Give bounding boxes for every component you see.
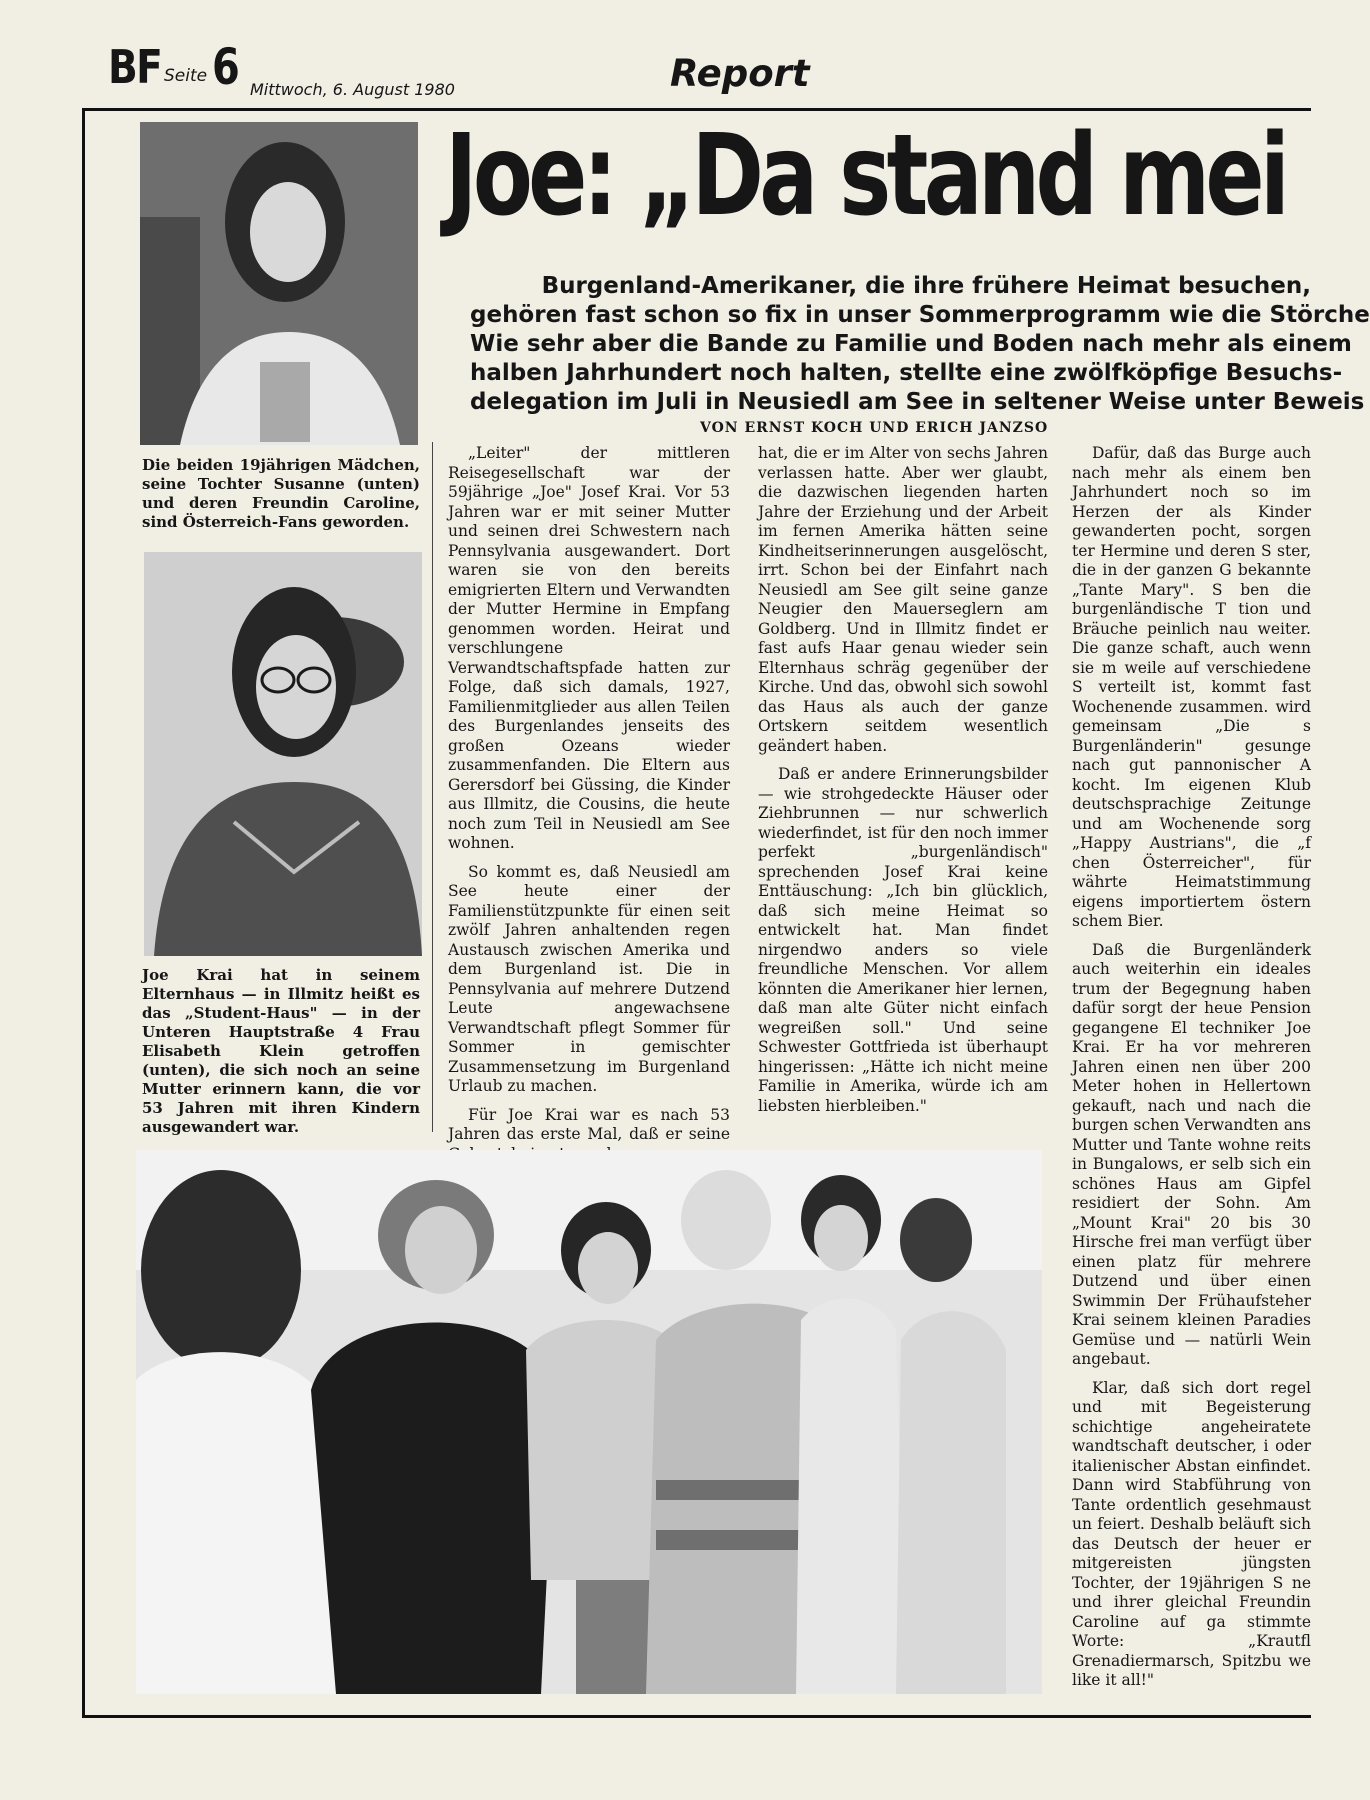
paragraph: Dafür, daß das Burge auch nach mehr als einem ben Jahrhundert noch so im Herzen der als Kinder gewanderten pocht, sorgen ter Hermine und deren S ster, die in der ganzen G bekannte „Tante Mary". S ben die burgenländische T tion und Bräuche peinlich nau weiter. Die ganze schaft, auch wenn sie m weile auf verschiedene S verteilt ist, kommt fast Wochenende zusammen. wird gemeinsam „Die s Burgenländerin" gesunge nach gut pannonischer A kocht. Im eigenen Klub deutschsprachige Zeitunge und am Wochenende sorg „Happy Austrians", die „f chen Österreicher", für währte Heimatstimmung eigens importiertem östern schem Bier. bbox=[1072, 444, 1311, 930]
page-label: Seite bbox=[164, 66, 208, 86]
paragraph: Daß er andere Erinnerungsbilder — wie strohgedeckte Häuser oder Ziehbrunnen — nur schwerlich wiederfindet, ist für den noch immer perfekt „burgenländisch" sprechenden Josef Krai keine Enttäuschung: „Ich bin glücklich, daß sich meine Heimat so entwickelt hat. Man findet nirgendwo anders so viele freundliche Menschen. Vor allem könnten die Amerikaner hier lernen, daß man alte Güter nicht einfach wegreißen soll." Und seine Schwester Gottfrieda ist überhaupt hingerissen: „Hätte ich nicht meine Familie in Amerika, würde ich am liebsten hierbleiben." bbox=[758, 765, 1048, 1115]
lead-line: gehören fast schon so fix in unser Sommerprogramm wie die Störche bbox=[470, 302, 1370, 328]
article-column-2 bbox=[758, 444, 1048, 1134]
paragraph: „Leiter" der mittleren Reisegesellschaft war der 59jährige „Joe" Josef Krai. Vor 53 Jahren war er mit seiner Mutter und seinen drei Schwestern nach Pennsylvania ausgewandert. Dort waren sie von den bereits emigrierten Eltern und Verwandten der Mutter Hermine in Empfang genommen worden. Heirat und verschlungene Verwandtschaftspfade hatten zur Folge, daß sich damals, 1927, Familienmitglieder aus allen Teilen des Burgenlandes jenseits des großen Ozeans wieder zusammenfanden. Die Eltern aus Gerersdorf bei Güssing, die Kinder aus Illmitz, die Cousins, die heute noch zum Teil in Neusiedl am See wohnen. bbox=[448, 444, 730, 852]
paragraph: Für Joe Krai war es nach 53 Jahren das erste Mal, daß er seine bbox=[448, 1105, 730, 1143]
paragraph: hat, die er im Alter von sechs Jahren verlassen hatte. Aber wer glaubt, die dazwischen liegenden harten Jahre der Erziehung und der Arbeit im fernen Amerika hätten seine Kindheitserinnerungen ausgelöscht, irrt. Schon bei der Einfahrt nach Neusiedl am See gilt seine ganze Neugier den Mauerseglern am Goldberg. Und in Illmitz findet er fast aufs Haar genau wieder sein Elternhaus schräg gegenüber der Kirche. Und das, obwohl sich sowohl das Haus als auch der ganze Ortskern seitdem wesentlich geändert haben. bbox=[758, 444, 1048, 755]
lead-line: delegation im Juli in Neusiedl am See in seltener Weise unter Beweis bbox=[470, 389, 1365, 415]
byline: VON ERNST KOCH UND ERICH JANZSO bbox=[700, 420, 1049, 436]
photo-family-group bbox=[136, 1150, 1042, 1694]
paragraph: Klar, daß sich dort regel und mit Begeisterung schichtige angeheiratete wandtschaft deutscher, i oder italienischer Abstan einfindet. Dann wird Stabführung von Tante ordentlich gesehmaust un feiert. Deshalb beläuft sich das Deutsch der heuer er mitgereisten jüngsten Tochter, der 19jährigen S ne und ihrer gleichal Freundin Caroline auf ga stimmte Worte: „Krautfl Grenadiermarsch, Spitzbu we like it all!" bbox=[1072, 1378, 1311, 1689]
lead-paragraph bbox=[470, 272, 1370, 417]
paragraph: Daß die Burgenländerk auch weiterhin ein ideales trum der Begegnung haben dafür sorgt der heue Pension gegangene El techniker Joe Krai. Er ha vor mehreren Jahren einen nen über 200 Meter hohen in Hellertown gekauft, nach und nach die burgen schen Verwandten ans Mutter und Tante wohne reits in Bungalows, er selb sich ein schönes Haus am Gipfel residiert der Sohn. Am „Mount Krai" 20 bis 30 Hirsche frei man verfügt über einen platz für mehrere Dutzend und über einen Swimmin Der Frühaufsteher Krai seinem kleinen Paradies Gemüse und — natürli Wein angebaut. bbox=[1072, 940, 1311, 1368]
photo-girl-with-glasses-drawing bbox=[144, 552, 422, 956]
article-column-3 bbox=[1072, 444, 1311, 1714]
paragraph: So kommt es, daß Neusiedl am See heute einer der Familienstützpunkte für einen seit zwölf Jahren anhaltenden regen Austausch zwischen Amerika und dem Burgenland ist. Die in Pennsylvania auf mehrere Dutzend Leute angewachsene Verwandtschaft pflegt Sommer für Sommer in gemischter Zusammensetzung im Burgenland Urlaub zu machen. bbox=[448, 862, 730, 1095]
photo-girl-with-glasses bbox=[144, 552, 422, 956]
photo-girl-portrait bbox=[140, 122, 418, 445]
photo-caption-2: Joe Krai hat in seinem Elternhaus — in Illmitz heißt es das „Student-Haus" — in der Unteren Hauptstraße 4 Frau Elisabeth Klein getroffen (unten), die sich noch an seine Mutter erinnern kann, die vor 53 Jahren mit ihren Kindern ausgewandert war. bbox=[142, 966, 420, 1136]
lead-line: Wie sehr aber die Bande zu Familie und Boden nach mehr als einem bbox=[470, 331, 1352, 357]
column-divider bbox=[432, 442, 433, 1132]
issue-date: Mittwoch, 6. August 1980 bbox=[250, 80, 455, 99]
newspaper-logo: BF bbox=[108, 40, 162, 94]
lead-line: halben Jahrhundert noch halten, stellte eine zwölfköpfige Besuchs- bbox=[470, 360, 1343, 386]
photo-caption-1: Die beiden 19jährigen Mädchen, seine Tochter Susanne (unten) und deren Freundin Caroline, sind Österreich-Fans geworden. bbox=[142, 456, 420, 531]
photo-family-group-drawing bbox=[136, 1150, 1042, 1694]
lead-line: Burgenland-Amerikaner, die ihre frühere Heimat besuchen, bbox=[541, 273, 1311, 299]
headline-container bbox=[445, 111, 1311, 258]
headline: Joe: „Da stand mei bbox=[445, 111, 1286, 241]
page-number: 6 bbox=[212, 38, 240, 96]
photo-girl-portrait-drawing bbox=[140, 122, 418, 445]
article-column-1 bbox=[448, 444, 730, 1143]
section-title: Report bbox=[670, 52, 810, 95]
